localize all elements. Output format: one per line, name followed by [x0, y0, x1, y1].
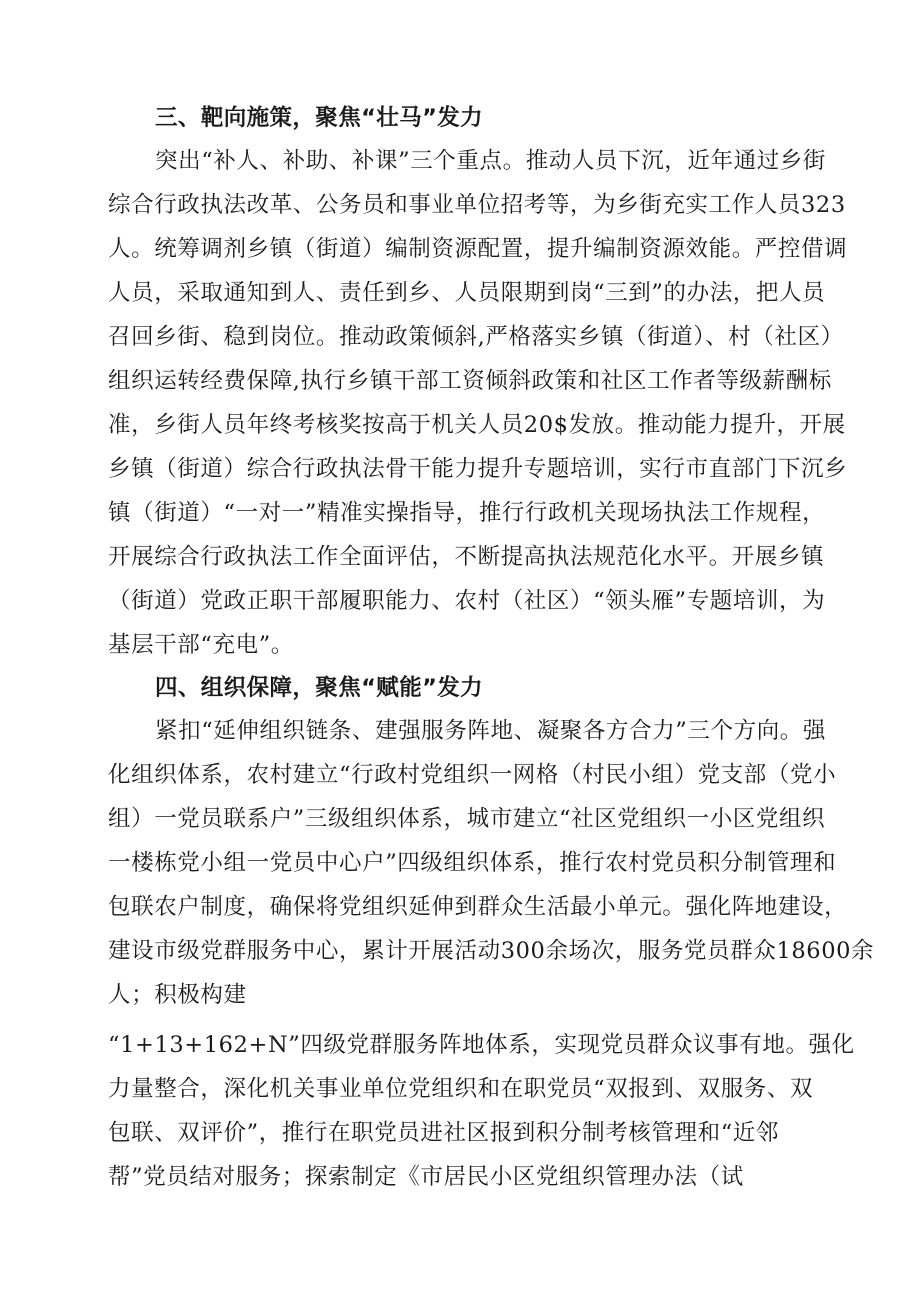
paragraph-line: 化组织体系，农村建立“行政村党组织一网格（村民小组）党支部（党小	[108, 762, 837, 788]
paragraph-line: 包联、双评价”，推行在职党员进社区报到积分制考核管理和“近邻	[108, 1120, 780, 1146]
paragraph-line: 一楼栋党小组一党员中心户”四级组织体系，推行农村党员积分制管理和	[108, 850, 837, 876]
section-heading-3: 三、靶向施策，聚焦“壮马”发力	[155, 105, 484, 131]
paragraph-line: 组织运转经费保障,执行乡镇干部工资倾斜政策和社区工作者等级薪酬标	[108, 368, 832, 394]
paragraph-line: 力量整合，深化机关事业单位党组织和在职党员“双报到、双服务、双	[108, 1076, 814, 1102]
paragraph-line: 召回乡街、稳到岗位。推动政策倾斜,严格落实乡镇（街道）、村（社区）	[108, 324, 844, 350]
paragraph-line: 建设市级党群服务中心，累计开展活动300余场次，服务党员群众18600余	[108, 938, 875, 964]
paragraph-line: 紧扣“延伸组织链条、建强服务阵地、凝聚各方合力”三个方向。强	[155, 718, 827, 744]
paragraph-line: 人。统筹调剂乡镇（街道）编制资源配置，提升编制资源效能。严控借调	[108, 236, 848, 262]
paragraph-line: 基层干部“充电”。	[108, 632, 294, 658]
paragraph-line: 综合行政执法改革、公务员和事业单位招考等，为乡街充实工作人员323	[108, 192, 846, 218]
paragraph-line: 组）一党员联系户”三级组织体系，城市建立“社区党组织一小区党组织	[108, 806, 826, 832]
paragraph-line: 包联农户制度，确保将党组织延伸到群众生活最小单元。强化阵地建设，	[108, 894, 848, 920]
paragraph-line: （街道）党政正职干部履职能力、农村（社区）“领头雁”专题培训，为	[108, 588, 826, 614]
paragraph-line: 人；积极构建	[108, 982, 247, 1008]
paragraph-line: 突出“补人、补助、补课”三个重点。推动人员下沉，近年通过乡街	[155, 148, 827, 174]
paragraph-line: 乡镇（街道）综合行政执法骨干能力提升专题培训，实行市直部门下沉乡	[108, 456, 848, 482]
paragraph-line: 准，乡街人员年终考核奖按高于机关人员20$发放。推动能力提升，开展	[108, 412, 846, 438]
section-heading-4: 四、组织保障，聚焦“赋能”发力	[155, 675, 484, 701]
paragraph-line: 帮”党员结对服务；探索制定《市居民小区党组织管理办法（试	[108, 1164, 744, 1190]
paragraph-line: 开展综合行政执法工作全面评估，不断提高执法规范化水平。开展乡镇	[108, 544, 825, 570]
paragraph-line: “1+13+162+N”四级党群服务阵地体系，实现党员群众议事有地。强化	[108, 1032, 855, 1058]
paragraph-line: 镇（街道）“一对一”精准实操指导，推行行政机关现场执法工作规程，	[108, 500, 826, 526]
paragraph-line: 人员，采取通知到人、责任到乡、人员限期到岗“三到”的办法，把人员	[108, 280, 826, 306]
